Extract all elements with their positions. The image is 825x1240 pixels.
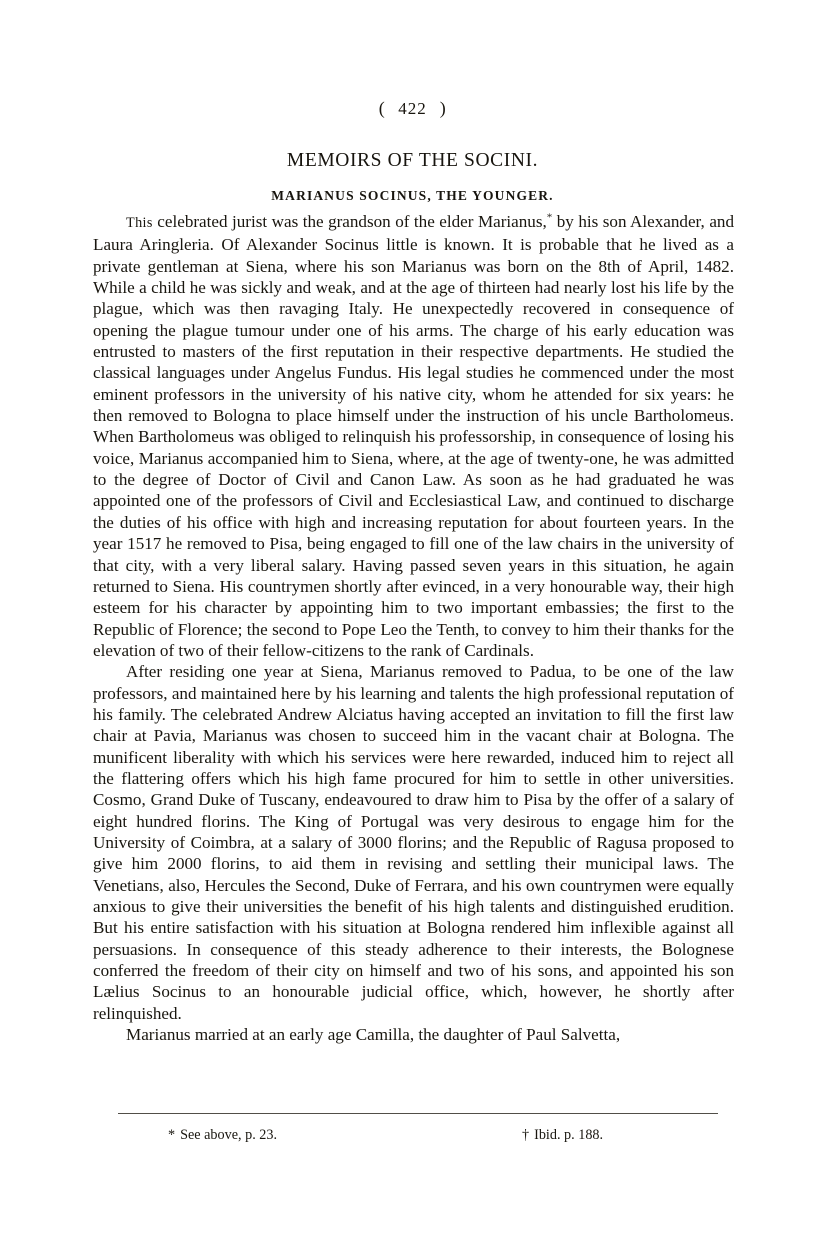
page-number-close-paren: ) <box>439 98 447 118</box>
article-subtitle: MARIANUS SOCINUS, THE YOUNGER. <box>271 188 554 203</box>
footnote-2-symbol: † <box>522 1127 530 1143</box>
page-number <box>0 98 825 119</box>
footnote-1-symbol: * <box>168 1127 176 1143</box>
paragraph-1-remainder: by his son Alexander, and Laura Aringleria. Of Alexander Socinus little is known. It is probable that he lived as a private gentleman at Siena, where his son Marianus was born on the 8th of April, 1482. While a child he was sickly and weak, and at the age of thirteen had nearly lost his life by the plague, which was then ravaging Italy. He unexpectedly recovered in consequence of opening the plague tumour under one of his arms. The charge of his early education was entrusted to masters of the first reputation in their respective departments. He studied the classical languages under Angelus Fundus. His legal studies he commenced under the most eminent professors in the university of his native city, whom he attended for six years: he then removed to Bologna to place himself under the instruction of his uncle Bartholomeus. When Bartholomeus was obliged to relinquish his professorship, in consequence of losing his voice, Marianus accompanied him to Siena, where, at the age of twenty-one, he was admitted to the degree of Doctor of Civil and Canon Law. As soon as he had graduated he was appointed one of the professors of Civil and Ecclesiastical Law, and continued to discharge the duties of his office with high and increasing reputation for about fourteen years. In the year 1517 he removed to Pisa, being engaged to fill one of the law chairs in the university of that city, with a very liberal salary. Having passed seven years in this situation, he again returned to Siena. His countrymen shortly after evinced, in a very honourable way, their high esteem for his character by appointing him to two important embassies; the first to the Republic of Florence; the second to Pope Leo the Tenth, to convey to him their thanks for the elevation of two of their fellow-citizens to the rank of Cardinals. <box>93 212 734 660</box>
footnote-2 <box>522 1127 603 1144</box>
paragraph-3: Marianus married at an early age Camilla, the daughter of Paul Salvetta, <box>126 1025 621 1045</box>
footnote-separator-rule <box>118 1113 718 1114</box>
paragraph-2: After residing one year at Siena, Marianus removed to Padua, to be one of the law professors, and maintained here by his learning and talents the high professional reputation of his family. The celebrated Andrew Alciatus having accepted an invitation to fill the first law chair at Pavia, Marianus was chosen to succeed him in the vacant chair at Bologna. The munificent liberality with which his services were here rewarded, induced him to reject all the flattering offers which his high fame procured for him to settle in other universities. Cosmo, Grand Duke of Tuscany, endeavoured to draw him to Pisa by the offer of a salary of eight hundred florins. The King of Portugal was very desirous to engage him for the University of Coimbra, at a salary of 3000 florins; and the Republic of Ragusa proposed to give him 2000 florins, to aid them in revising and settling their municipal laws. The Venetians, also, Hercules the Second, Duke of Ferrara, and his own countrymen were equally anxious to give their universities the benefit of his high talents and distinguished erudition. But his entire satisfaction with his situation at Bologna rendered him inflexible against all persuasions. In consequence of this steady adherence to their interests, the Bolognese conferred the freedom of their city on himself and two of his sons, and appointed his son Lælius Socinus to an honourable judicial office, which, however, he shortly after relinquished. <box>93 662 734 1023</box>
paragraph-1-lead-smallcaps: This <box>126 215 153 231</box>
footnotes-area <box>118 1127 718 1153</box>
footnote-2-text: Ibid. p. 188. <box>534 1127 604 1143</box>
page-number-value: 422 <box>398 99 427 118</box>
footnote-reference-asterisk: * <box>546 211 553 224</box>
footnote-1-text: See above, p. 23. <box>180 1127 278 1143</box>
footnote-1 <box>168 1127 277 1144</box>
body-text <box>93 211 734 1045</box>
paragraph-1-first-clause: celebrated jurist was the grandson of the elder Marianus, <box>152 212 547 231</box>
article-title: MEMOIRS OF THE SOCINI. <box>286 150 539 171</box>
paragraph-1 <box>93 211 734 661</box>
page-number-open-paren: ( <box>378 98 386 118</box>
